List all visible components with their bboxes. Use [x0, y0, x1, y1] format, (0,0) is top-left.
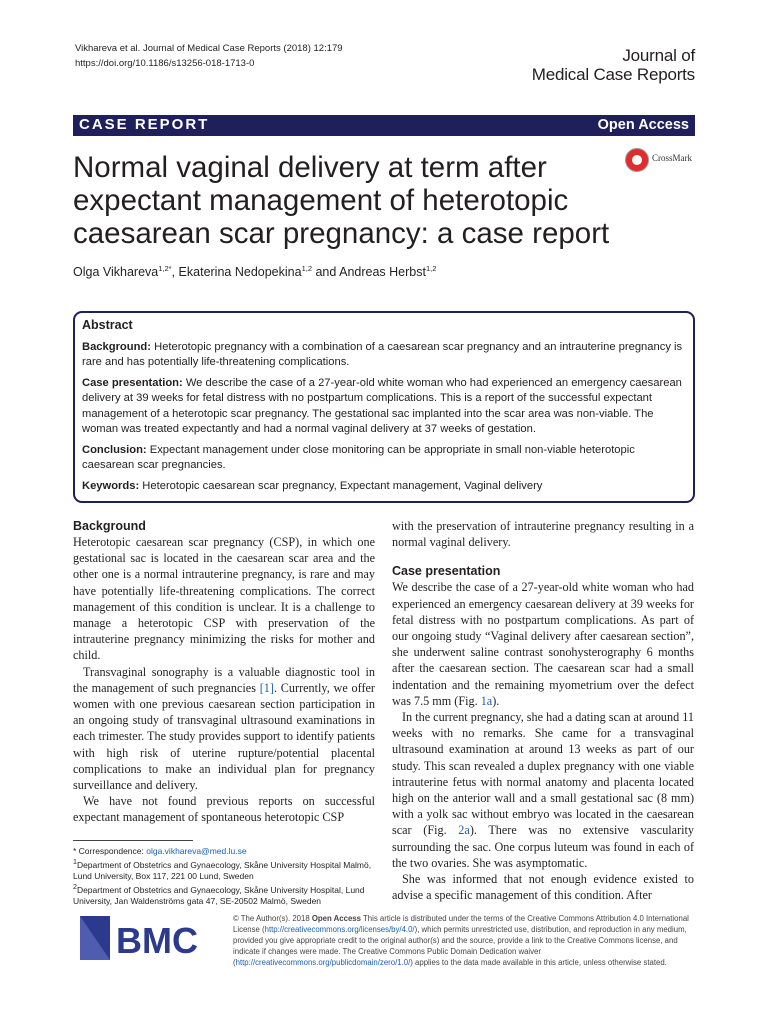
author-name: Olga Vikhareva: [73, 265, 159, 280]
abstract-text: We describe the case of a 27-year-old white woman who had experienced an emergency caesarean delivery at 39 weeks for fetal distress with no postpartum complications. This is a report of the successful expectant management of a heterotopic scar pregnancy. The gestational sac implanted into the scar area was non-viable. The woman was treated expectantly and had a normal vaginal delivery at 37 weeks of gestation.: [82, 376, 682, 435]
figure-link[interactable]: 1a: [480, 693, 493, 708]
affiliation-text: Department of Obstetrics and Gynaecology, Skåne University Hospital, Lund University, Jan Waldenströms gata 47, SE-20502 Malmö, Sweden: [73, 884, 365, 906]
abstract-section-label: Background:: [82, 340, 151, 353]
author-list: [73, 264, 436, 279]
background-heading: Background: [73, 519, 146, 533]
license-text: [233, 913, 695, 968]
author-affiliation-sup: 1,2*: [158, 264, 172, 273]
author-name: and Andreas Herbst: [312, 265, 426, 280]
abstract-text: Expectant management under close monitoring can be appropriate in small non-viable heterotopic caesarean scar pregnancies.: [82, 443, 635, 471]
license-link[interactable]: http://creativecommons.org/licenses/by/4.0/: [264, 925, 415, 934]
paragraph: [392, 579, 694, 709]
affiliation-sup: 1: [73, 858, 77, 866]
footnotes: [73, 846, 375, 907]
license-part: ) applies to the data made available in this article, unless otherwise stated.: [410, 958, 667, 967]
abstract-box: [73, 311, 695, 503]
license-open-access: Open Access: [311, 914, 361, 923]
license-part: This article is distributed under the terms of the Creative Commons Attribution 4.0 International License (: [233, 914, 689, 934]
abstract-background: [82, 340, 686, 371]
license-part: © The Author(s). 2018: [233, 914, 312, 923]
author-affiliation-sup: 1,2: [301, 264, 312, 273]
paragraph: with the preservation of intrauterine pregnancy resulting in a normal vaginal delivery.: [392, 519, 694, 550]
footnote-divider: [73, 840, 193, 841]
crossmark-label: CrossMark: [652, 153, 692, 163]
figure-link[interactable]: 2a: [458, 823, 470, 838]
abstract-case: [82, 376, 686, 438]
paragraph: We have not found previous reports on successful expectant management of spontaneous heterotopic CSP: [73, 794, 375, 825]
paragraph-text: In the current pregnancy, she had a dating scan at around 11 weeks with no remarks. She came for a transvaginal ultrasound examination at around 13 weeks as part of our study. This scan revealed a duplex pregnancy with one viable intrauterine fetus with normal anatomy and placenta located high on the anterior wall and a small gestational sac (8 mm) with a yolk sac without embryo was located in the caesarean scar (Fig.: [392, 710, 694, 838]
crossmark-badge[interactable]: [625, 145, 705, 173]
case-presentation-heading: Case presentation: [392, 564, 501, 579]
abstract-text: Heterotopic pregnancy with a combination of a caesarean scar pregnancy and an intrauterine pregnancy is rare and has potentially life-threatening complications.: [82, 340, 683, 368]
abstract-text: Heterotopic caesarean scar pregnancy, Expectant management, Vaginal delivery: [139, 479, 543, 492]
paragraph-text: ).: [492, 693, 500, 708]
journal-name-line2: Medical Case Reports: [531, 65, 695, 84]
citation-line: Vikhareva et al. Journal of Medical Case Reports (2018) 12:179: [75, 43, 343, 54]
bmc-logo: [78, 912, 220, 962]
paragraph-text: We describe the case of a 27-year-old white woman who had experienced an emergency caesarean delivery at 39 weeks for fetal distress with no postpartum complications. As part of our ongoing study “Vaginal delivery after caesarean section”, she underwent saline contrast sonohysterography 6 months after the caesarean section. The caesarean scar had a small indentation and the remaining myometrium over the defect was 7.5 mm (Fig.: [392, 580, 694, 708]
doi-line[interactable]: https://doi.org/10.1186/s13256-018-1713-0: [75, 58, 255, 69]
abstract-heading: Abstract: [82, 318, 133, 332]
license-part: ), which permits unrestricted use, distribution, and reproduction in any medium, provided you give appropriate credit to the original author(s) and the source, provide a link to the Creative Commons license, and indicate if changes were made. The Creative Commons Public Domain Dedication waiver (: [233, 925, 687, 967]
paragraph: [73, 664, 375, 794]
abstract-conclusion: [82, 443, 686, 474]
affiliation: [73, 857, 375, 882]
article-title: Normal vaginal delivery at term after expectant management of heterotopic caesarean scar pregnancy: a case report: [73, 151, 610, 250]
right-column: [392, 518, 694, 903]
reference-link[interactable]: [1]: [259, 680, 274, 695]
abstract-section-label: Conclusion:: [82, 443, 147, 456]
abstract-keywords: [82, 479, 686, 495]
paragraph: Heterotopic caesarean scar pregnancy (CSP), in which one gestational sac is located in the caesarean scar area and the other one is a normal intrauterine pregnancy, is rare and may have potentially life-threatening complications. The correct management of this condition is unclear. It is a challenge to manage a heterotopic CSP with preservation of the intrauterine pregnancy minimizing the risks for mother and child.: [73, 535, 375, 663]
abstract-section-label: Case presentation:: [82, 376, 183, 389]
correspondence-label: * Correspondence:: [73, 846, 147, 856]
bmc-logo-text: BMC: [116, 920, 198, 961]
article-type-bar: [73, 115, 695, 136]
affiliation: [73, 882, 375, 907]
paragraph: [392, 709, 694, 871]
journal-name: [532, 46, 695, 84]
left-column: [73, 518, 375, 826]
journal-name-line1: Journal of: [622, 46, 695, 65]
correspondence: [73, 846, 375, 857]
crossmark-icon: [625, 148, 649, 172]
author-name: , Ekaterina Nedopekina: [171, 265, 302, 280]
paragraph-text: Transvaginal sonography is a valuable diagnostic tool in the management of such pregnancies: [73, 664, 375, 695]
citation-header: [75, 41, 343, 71]
affiliation-sup: 2: [73, 882, 77, 891]
open-access-label: Open Access: [597, 117, 689, 133]
paragraph-text: ). There was no extensive vascularity surrounding the sac. One corpus luteum was found in each of the two ovaries. She was asymptomatic.: [392, 823, 695, 870]
author-affiliation-sup: 1,2: [425, 264, 437, 273]
article-type-label: CASE REPORT: [79, 116, 210, 133]
abstract-section-label: Keywords:: [82, 479, 140, 492]
affiliation-text: Department of Obstetrics and Gynaecology, Skåne University Hospital Malmö, Lund University, Box 117, 221 00 Lund, Sweden: [73, 859, 372, 881]
email-link[interactable]: olga.vikhareva@med.lu.se: [146, 846, 247, 856]
license-link[interactable]: http://creativecommons.org/publicdomain/zero/1.0/: [235, 958, 411, 967]
bmc-logo-icon: [78, 912, 220, 962]
paragraph-text: . Currently, we offer women with one previous caesarean section participation in an ongoing study of transvaginal ultrasound examinations in each trimester. The study provides support to identify patients with high risk of uterine rupture/potential placental complications to make an individual plan for pregnancy surveillance and delivery.: [73, 680, 375, 793]
paragraph: She was informed that not enough evidence existed to advise a specific management of this condition. After: [392, 872, 694, 903]
